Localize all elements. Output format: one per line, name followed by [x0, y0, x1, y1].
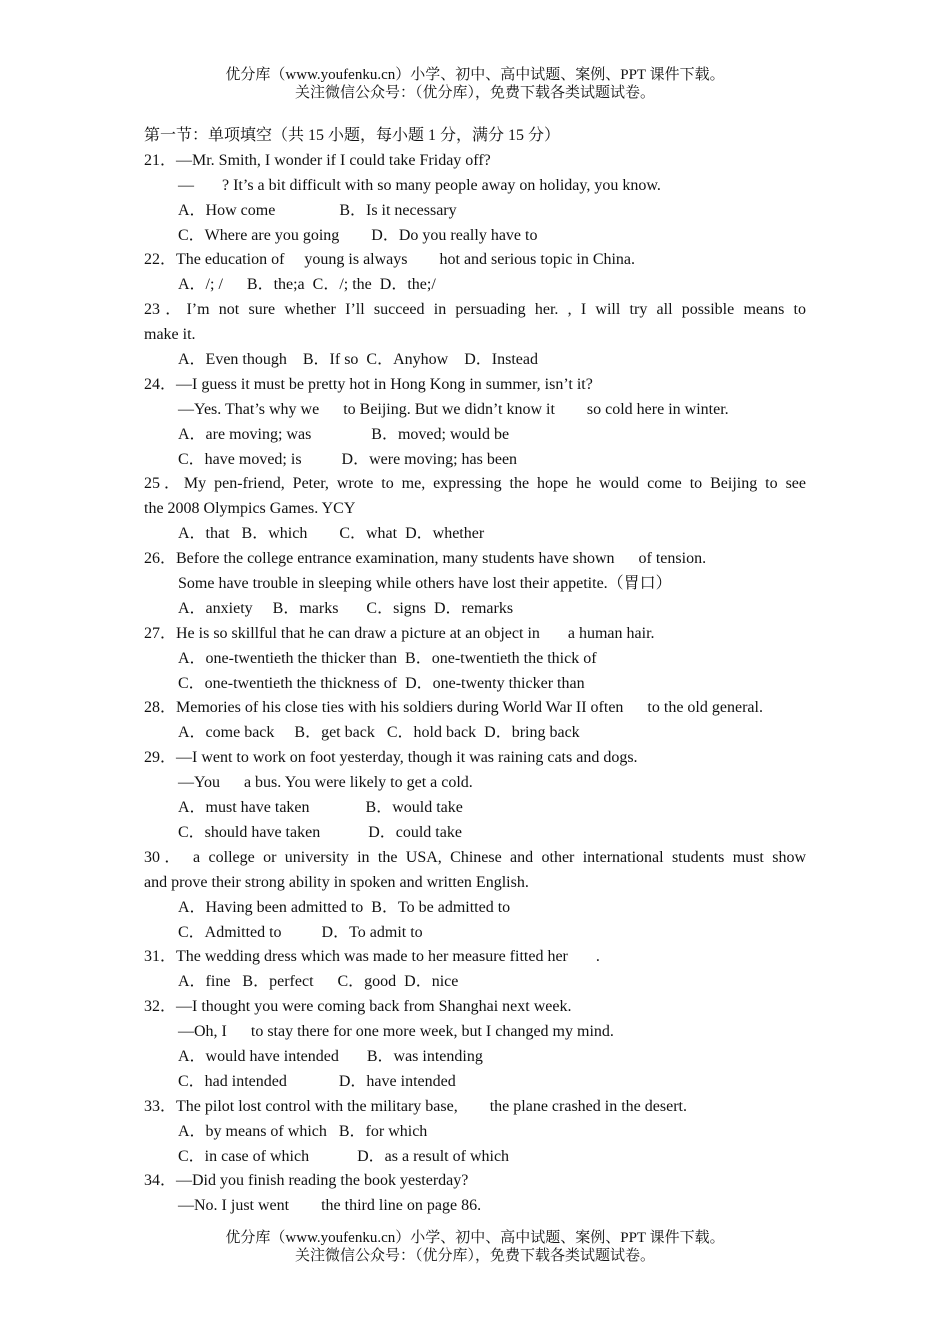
question-22-options: A．/; / B．the;a C．/; the D．the;/ — [178, 276, 436, 294]
question-31-stem: 31．The wedding dress which was made to her measure fitted her . — [144, 948, 600, 966]
question-30-stem-cont: and prove their strong ability in spoken and written English. — [144, 873, 529, 891]
footer-line-1: 优分库（www.youfenku.cn）小学、初中、高中试题、案例、PPT 课件下载。 — [225, 1230, 725, 1246]
question-32-stem: 32．—I thought you were coming back from Shanghai next week. — [144, 998, 572, 1016]
question-27-options-cd: C．one-twentieth the thickness of D．one-twenty thicker than — [178, 674, 585, 692]
question-32-reply: —Oh, I to stay there for one more week, but I changed my mind. — [178, 1023, 614, 1041]
question-23-options: A．Even though B．If so C．Anyhow D．Instead — [178, 351, 538, 369]
page-header — [0, 66, 950, 102]
question-26-stem: 26．Before the college entrance examination, many students have shown of tension. — [144, 550, 707, 568]
question-24-options-cd: C．have moved; is D．were moving; has been — [178, 450, 518, 468]
question-26-options: A．anxiety B．marks C．signs D．remarks — [178, 599, 514, 617]
question-33-options-ab: A．by means of which B．for which — [178, 1122, 428, 1140]
question-22-stem: 22．The education of young is always hot and serious topic in China. — [144, 251, 636, 269]
question-25-options: A．that B．which C．what D．whether — [178, 525, 485, 543]
question-25-stem: 25．My pen-friend, Peter, wrote to me, expressing the hope he would come to Beijing to see — [144, 475, 806, 493]
header-line-2: 关注微信公众号：（优分库），免费下载各类试题试卷。 — [294, 85, 655, 101]
question-24-options-ab: A．are moving; was B．moved; would be — [178, 425, 510, 443]
question-33-stem: 33．The pilot lost control with the military base, the plane crashed in the desert. — [144, 1097, 687, 1115]
question-21-stem: 21．—Mr. Smith, I wonder if I could take Friday off? — [144, 151, 491, 169]
question-25-stem-cont: the 2008 Olympics Games. YCY — [144, 500, 356, 518]
question-28-options: A．come back B．get back C．hold back D．bring back — [178, 724, 580, 742]
question-31-options: A．fine B．perfect C．good D．nice — [178, 973, 459, 991]
question-33-options-cd: C．in case of which D．as a result of which — [178, 1147, 510, 1165]
question-32-options-ab: A．would have intended B．was intending — [178, 1047, 483, 1065]
page-footer — [0, 1229, 950, 1265]
question-21-options-cd: C．Where are you going D．Do you really have to — [178, 226, 538, 244]
question-28-stem: 28．Memories of his close ties with his soldiers during World War II often to the old general. — [144, 699, 763, 717]
header-line-1: 优分库（www.youfenku.cn）小学、初中、高中试题、案例、PPT 课件下载。 — [225, 67, 725, 83]
question-29-reply: —You a bus. You were likely to get a cold. — [178, 774, 473, 792]
question-26-stem-cont: Some have trouble in sleeping while others have lost their appetite.（胃口） — [178, 575, 672, 593]
question-29-stem: 29．—I went to work on foot yesterday, though it was raining cats and dogs. — [144, 749, 638, 767]
question-29-options-cd: C．should have taken D．could take — [178, 823, 462, 841]
question-23-stem: 23．I’m not sure whether I’ll succeed in persuading her. , I will try all possible means to — [144, 301, 806, 319]
question-23-stem-cont: make it. — [144, 326, 196, 344]
footer-line-2: 关注微信公众号：（优分库），免费下载各类试题试卷。 — [294, 1248, 655, 1264]
question-30-stem: 30． a college or university in the USA, Chinese and other international students must show — [144, 848, 806, 866]
question-29-options-ab: A．must have taken B．would take — [178, 799, 463, 817]
question-21-reply: — ? It’s a bit difficult with so many people away on holiday, you know. — [178, 176, 661, 194]
question-34-reply: —No. I just went the third line on page 86. — [178, 1197, 482, 1215]
section-title: 第一节：单项填空（共 15 小题，每小题 1 分，满分 15 分） — [144, 127, 561, 144]
question-24-stem: 24．—I guess it must be pretty hot in Hong Kong in summer, isn’t it? — [144, 375, 593, 393]
question-34-stem: 34．—Did you finish reading the book yesterday? — [144, 1172, 469, 1190]
question-section — [144, 124, 806, 1219]
question-32-options-cd: C．had intended D．have intended — [178, 1072, 456, 1090]
question-27-options-ab: A．one-twentieth the thicker than B．one-twentieth the thick of — [178, 649, 597, 667]
question-27-stem: 27．He is so skillful that he can draw a picture at an object in a human hair. — [144, 624, 655, 642]
question-21-options-ab: A．How come B．Is it necessary — [178, 201, 457, 219]
question-24-reply: —Yes. That’s why we to Beijing. But we didn’t know it so cold here in winter. — [178, 400, 729, 418]
question-30-options-cd: C．Admitted to D．To admit to — [178, 923, 423, 941]
question-30-options-ab: A．Having been admitted to B．To be admitted to — [178, 898, 511, 916]
